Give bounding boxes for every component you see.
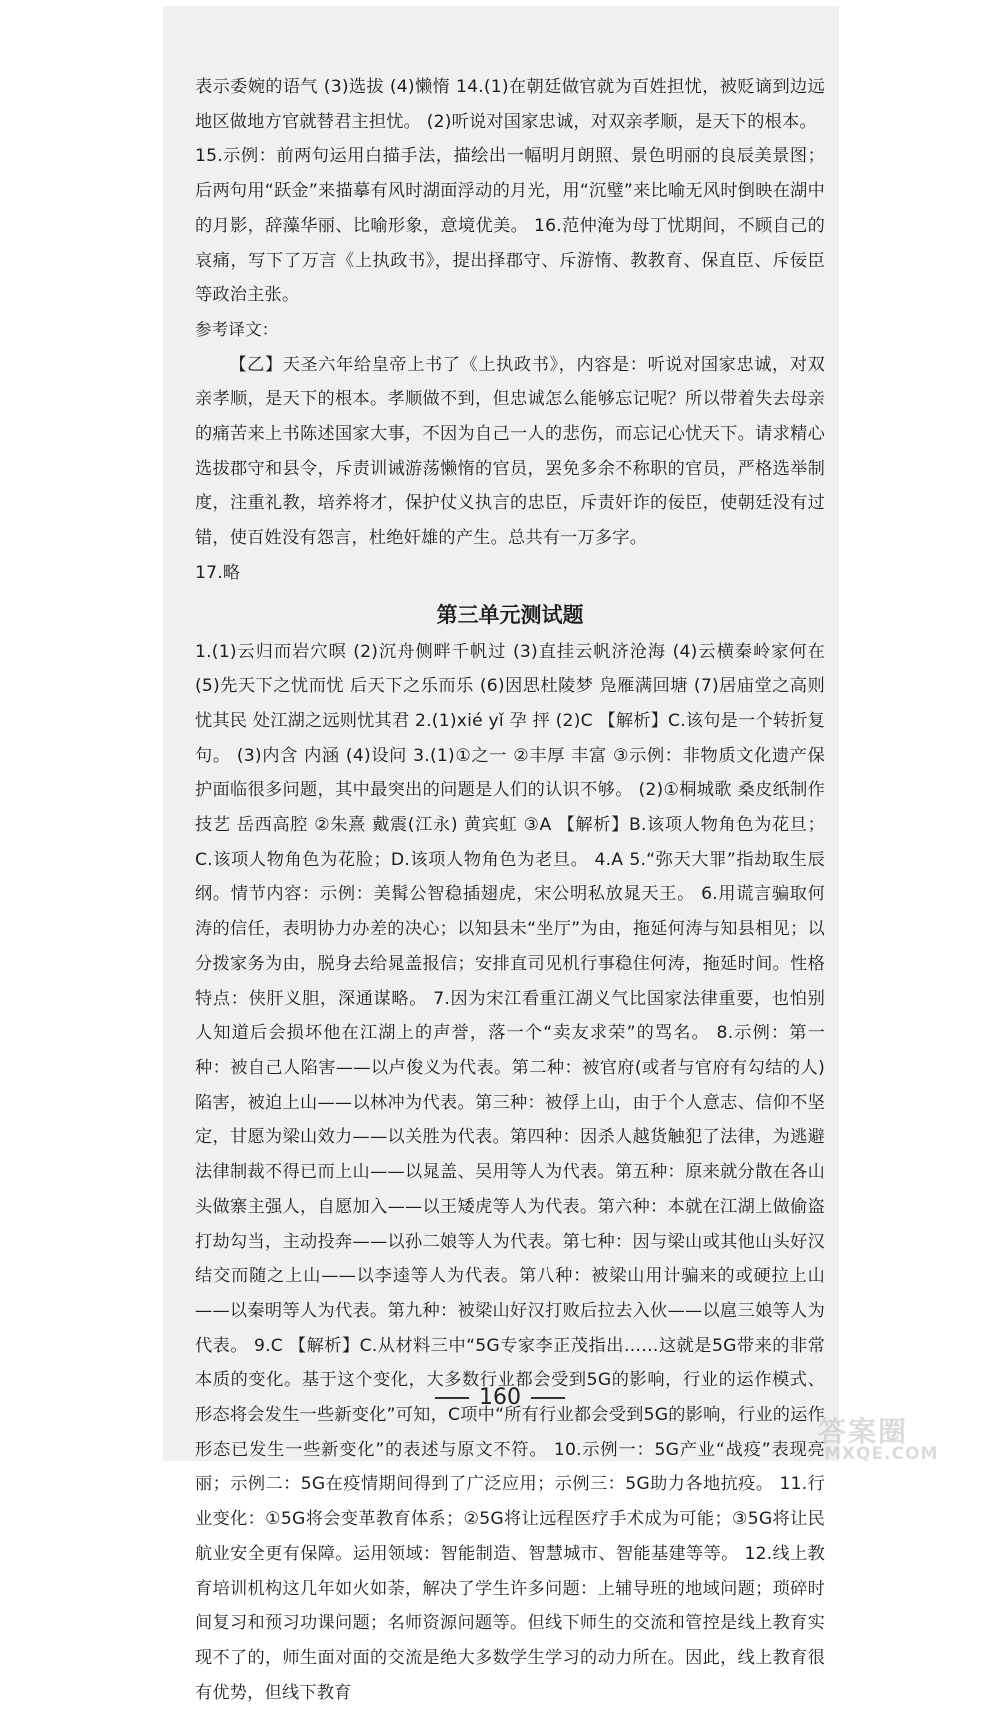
watermark-url: MXQE.COM <box>824 1444 939 1464</box>
page-footer <box>400 1385 600 1410</box>
watermark-text: 答案圈 <box>818 1415 909 1448</box>
footer-dash-right <box>531 1397 565 1399</box>
watermark-logo <box>818 1410 993 1465</box>
translation-label: 参考译文： <box>195 319 279 339</box>
section-answers: 1.(1)云归而岩穴暝 (2)沉舟侧畔千帆过 (3)直挂云帆济沧海 (4)云横秦岭家何在 (5)先天下之忧而忧 后天下之乐而乐 (6)因思杜陵梦 凫雁满回塘 (7)居庙堂之高则忧其民 处江湖之远则忧其君 2.(1)xié yǐ 孕 抨 (2)C 【解析】C.该句是一个转折复句。 (3)内含 内涵 (4)设问 3.(1)①之一 ②丰厚 丰富 ③示例：非物质文化遗产保护面临很多问题，其中最突出的问题是人们的认识不够。 (2)①桐城歌 桑皮纸制作技艺 岳西高腔 ②朱熹 戴震(江永) 黄宾虹 ③A 【解析】B.该项人物角色为花旦；C.该项人物角色为花脸；D.该项人物角色为老旦。 4.A 5.“弥天大罪”指劫取生辰纲。情节内容：示例：美髯公智稳插翅虎，宋公明私放晁天王。 6.用谎言骗取何涛的信任，表明协力办差的决心；以知县未“坐厅”为由，拖延何涛与知县相见；以分拨家务为由，脱身去给晁盖报信；安排直司见机行事稳住何涛，拖延时间。性格特点：侠肝义胆，深通谋略。 7.因为宋江看重江湖义气比国家法律重要，也怕别人知道后会损坏他在江湖上的声誉，落一个“卖友求荣”的骂名。 8.示例：第一种：被自己人陷害——以卢俊义为代表。第二种：被官府(或者与官府有勾结的人)陷害，被迫上山——以林冲为代表。第三种：被俘上山，由于个人意志、信仰不坚定，甘愿为梁山效力——以关胜为代表。第四种：因杀人越货触犯了法律，为逃避法律制裁不得已而上山——以晁盖、吴用等人为代表。第五种：原来就分散在各山头做寨主强人，自愿加入——以王矮虎等人为代表。第六种：本就在江湖上做偷盗打劫勾当，主动投奔——以孙二娘等人为代表。第七种：因与梁山或其他山头好汉结交而随之上山——以李逵等人为代表。第八种：被梁山用计骗来的或硬拉上山——以秦明等人为代表。第九种：被梁山好汉打败后拉去入伙——以扈三娘等人为代表。 9.C 【解析】C.从材料三中“5G专家李正茂指出……这就是5G带来的非常本质的变化。基于这个变化，大多数行业都会受到5G的影响，行业的运作模式、形态将会发生一些新变化”可知，C项中“所有行业都会受到5G的影响，行业的运作形态已发生一些新变化”的表述与原文不符。 10.示例一：5G产业“战疫”表现亮丽；示例二：5G在疫情期间得到了广泛应用；示例三：5G助力各地抗疫。 11.行业变化：①5G将会变革教育体系；②5G将让远程医疗手术成为可能；③5G将让民航业安全更有保障。运用领域：智能制造、智慧城市、智能基建等等。 12.线上教育培训机构这几年如火如荼，解决了学生许多问题：上辅导班的地域问题；琐碎时间复习和预习功课问题；名师资源问题等。但线下师生的交流和管控是线上教育实现不了的，师生面对面的交流是绝大多数学生学习的动力所在。因此，线上教育很有优势，但线下教育 <box>195 641 825 1703</box>
page-content <box>195 70 825 1710</box>
translation-text: 【乙】天圣六年给皇帝上书了《上执政书》，内容是：听说对国家忠诚，对双亲孝顺，是天下的根本。孝顺做不到，但忠诚怎么能够忘记呢？所以带着失去母亲的痛苦来上书陈述国家大事，不因为自己一人的悲伤，而忘记心忧天下。请求精心选拔郡守和县令，斥责训诫游荡懒惰的官员，罢免多余不称职的官员，严格选举制度，注重礼教，培养将才，保护仗义执言的忠臣，斥责奸诈的佞臣，使朝廷没有过错，使百姓没有怨言，杜绝奸雄的产生。总共有一万多字。 <box>195 354 825 549</box>
page-number: 160 <box>479 1385 521 1410</box>
answer-paragraph-15-16: 15.示例：前两句运用白描手法，描绘出一幅明月朗照、景色明丽的良辰美景图；后两句用“跃金”来描摹有风时湖面浮动的月光，用“沉璧”来比喻无风时倒映在湖中的月影，辞藻华丽、比喻形象，意境优美。 16.范仲淹为母丁忧期间，不顾自己的哀痛，写下了万言《上执政书》，提出择郡守、斥游惰、教教育、保直臣、斥佞臣等政治主张。 <box>195 146 825 306</box>
answer-item-17: 17.略 <box>195 562 241 583</box>
answer-paragraph-13-14: 表示委婉的语气 (3)选拔 (4)懒惰 14.(1)在朝廷做官就为百姓担忧，被贬谪到边远地区做地方官就替君主担忧。 (2)听说对国家忠诚，对双亲孝顺，是天下的根本。 <box>195 77 825 132</box>
section-title: 第三单元测试题 <box>436 601 584 627</box>
footer-dash-left <box>435 1397 469 1399</box>
